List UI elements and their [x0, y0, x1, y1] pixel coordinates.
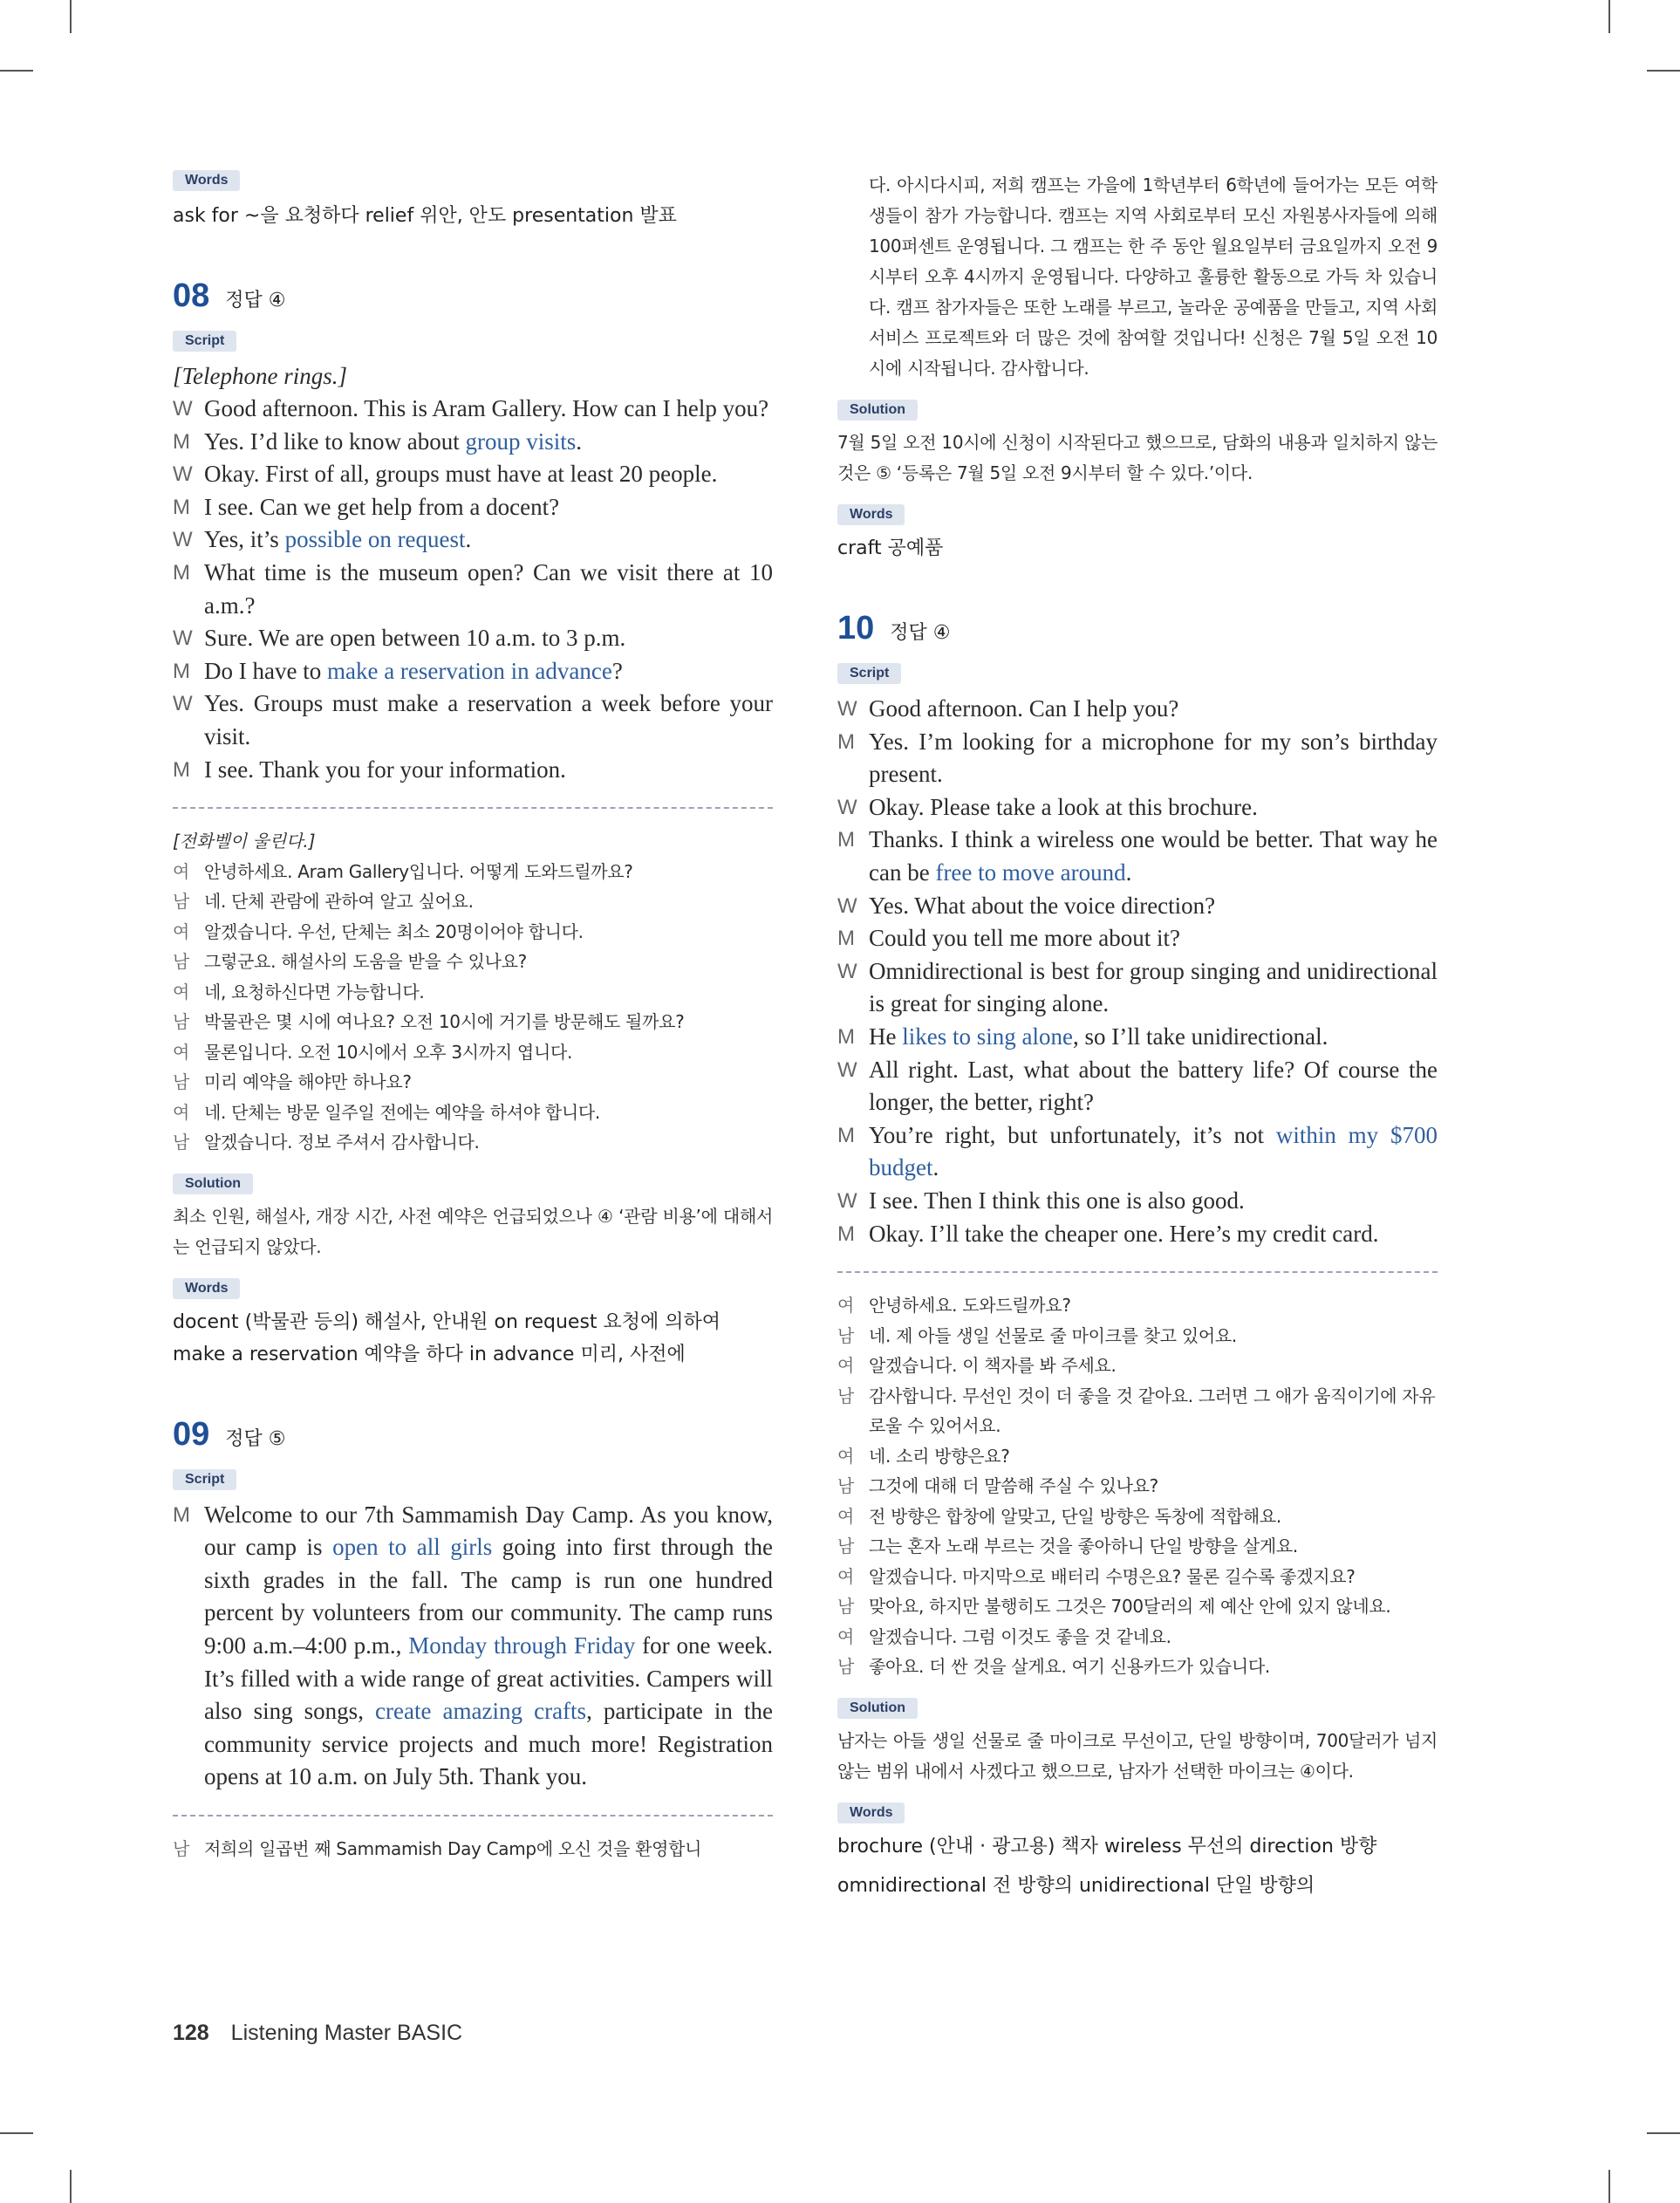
dialogue-line [173, 754, 773, 787]
translation-line [173, 857, 773, 887]
dialogue-line [173, 622, 773, 655]
translation-text: 알겠습니다. 우선, 단체는 최소 20명이어야 합니다. [204, 920, 584, 942]
q09-script [173, 1499, 773, 1794]
speaker-label: 남 [173, 1837, 190, 1859]
speaker-label: 남 [837, 1536, 855, 1557]
utterance-text: Do I have to [204, 657, 327, 684]
utterance [204, 491, 773, 524]
q08-dialogue [173, 393, 773, 786]
speaker-label: M [837, 1123, 855, 1147]
speaker-label: 남 [173, 1132, 190, 1153]
dialogue-line [173, 426, 773, 459]
speaker-label: 여 [837, 1565, 855, 1587]
utterance [204, 426, 773, 459]
question-number: 09 [173, 1415, 210, 1453]
speaker-label: W [837, 893, 857, 918]
translation-line [173, 917, 773, 948]
words-tag: Words [837, 504, 905, 525]
highlighted-phrase: possible on request [284, 526, 466, 553]
translation-text: 알겠습니다. 이 책자를 봐 주세요. [869, 1355, 1117, 1377]
monologue-text [204, 1499, 773, 1794]
highlighted-phrase: Monday through Friday [408, 1632, 636, 1659]
translation-text: 안녕하세요. 도와드릴까요? [869, 1295, 1071, 1317]
utterance-text-tail: . [576, 428, 583, 455]
left-column [173, 170, 773, 1864]
utterance [204, 754, 773, 787]
utterance [869, 693, 1438, 726]
translation-line [837, 1531, 1438, 1562]
utterance [869, 1185, 1438, 1218]
translation-text: 알겠습니다. 그럼 이것도 좋을 것 같네요. [869, 1625, 1171, 1647]
utterance [204, 655, 773, 688]
speaker-label: W [173, 462, 193, 487]
speaker-label: 여 [837, 1355, 855, 1377]
translation-text: 네. 단체 관람에 관하여 알고 싶어요. [204, 891, 474, 913]
speaker-label: 여 [173, 1101, 190, 1123]
speaker-label: 남 [173, 1071, 190, 1093]
utterance [869, 824, 1438, 889]
speaker-label: M [173, 429, 190, 454]
q09-korean-continuation: 다. 아시다시피, 저희 캠프는 가을에 1학년부터 6학년에 들어가는 모든 여학생들이 참가 가능합니다. 캠프는 지역 사회로부터 모신 자원봉사자들에 의해 100퍼센트 운영됩니다. 그 캠프는 한 주 동안 월요일부터 금요일까지 오전 9시부터 오후 4시까지 운영됩니다. 다양하고 훌륭한 활동으로 가득 차 있습니다. 캠프 참가자들은 또한 노래를 부르고, 놀라운 공예품을 만들고, 지역 사회 서비스 프로젝트와 더 많은 것에 참여할 것입니다! 신청은 7월 5일 오전 10시에 시작됩니다. 감사합니다. [869, 174, 1438, 379]
solution-tag: Solution [173, 1173, 253, 1194]
utterance [869, 1218, 1438, 1251]
translation-text: 알겠습니다. 마지막으로 배터리 수명은요? 물론 길수록 좋겠지요? [869, 1565, 1356, 1587]
highlighted-phrase: group visits [465, 428, 577, 455]
speaker-label: 여 [173, 860, 190, 882]
utterance [204, 557, 773, 622]
speaker-label: 여 [837, 1625, 855, 1647]
utterance-text: All right. Last, what about the battery life? Of course the longer, the better, right? [869, 1056, 1438, 1116]
question-10-heading [837, 610, 1438, 647]
q08-words [173, 1278, 773, 1371]
words-tag: Words [173, 170, 240, 191]
monologue-segment: Welcome to our 7th Sammamish Day Camp. As you know, our camp is [204, 1501, 773, 1561]
utterance-text: Good afternoon. Can I help you? [869, 695, 1179, 722]
dialogue-line [173, 688, 773, 753]
utterance [204, 622, 773, 655]
speaker-label: W [173, 528, 193, 552]
speaker-label: 여 [837, 1505, 855, 1527]
dialogue-line [173, 655, 773, 688]
answer-label: 정답 ⑤ [225, 1427, 286, 1450]
crop-mark [1647, 70, 1680, 72]
solution-tag: Solution [837, 400, 918, 421]
speaker-label: 남 [837, 1596, 855, 1618]
highlighted-phrase: free to move around [935, 859, 1126, 886]
translation-line [173, 1098, 773, 1128]
utterance [869, 1054, 1438, 1119]
dialogue-line [837, 890, 1438, 923]
speaker-label: 남 [837, 1475, 855, 1497]
speaker-label: 여 [837, 1295, 855, 1317]
translation-text: 네. 단체는 방문 일주일 전에는 예약을 하셔야 합니다. [204, 1101, 600, 1123]
translation-text: 물론입니다. 오전 10시에서 오후 3시까지 엽니다. [204, 1041, 573, 1063]
translation-line [173, 947, 773, 977]
q08-translation [173, 857, 773, 1158]
utterance [869, 1119, 1438, 1185]
speaker-label: 남 [837, 1385, 855, 1406]
translation-line [837, 1441, 1438, 1472]
translation-line [173, 1037, 773, 1068]
speaker-label: 여 [173, 981, 190, 1002]
translation-text: 그렇군요. 해설사의 도움을 받을 수 있나요? [204, 951, 527, 973]
utterance-text: Yes. I’d like to know about [204, 428, 466, 455]
words-line: make a reservation 예약을 하다 in advance 미리, 사전에 [173, 1343, 686, 1365]
q09-words [837, 504, 1438, 564]
highlighted-phrase: within my $700 budget [869, 1121, 1438, 1181]
monologue-segment: going into first through the sixth grades in the fall. The camp is run one hundred percent by volunteers from our community. The camp runs 9:00 a.m.–4:00 p.m., [204, 1534, 773, 1659]
speaker-label: W [173, 626, 193, 651]
solution-tag: Solution [837, 1698, 918, 1719]
script-tag: Script [173, 331, 236, 352]
translation-text: 알겠습니다. 정보 주셔서 감사합니다. [204, 1132, 480, 1153]
speaker-label: 여 [837, 1445, 855, 1467]
speaker-label: 남 [173, 1011, 190, 1033]
utterance-text: I see. Then I think this one is also good. [869, 1187, 1245, 1214]
speaker-label: W [837, 697, 857, 721]
dialogue-line [173, 491, 773, 524]
utterance [869, 890, 1438, 923]
utterance-text-tail: . [932, 1154, 939, 1181]
utterance-text-tail: . [465, 526, 472, 553]
dialogue-line [837, 726, 1438, 791]
translation-line [173, 1127, 773, 1158]
crop-mark [0, 70, 33, 72]
speaker-label: M [837, 828, 855, 852]
translation-text: 안녕하세요. Aram Gallery입니다. 어떻게 도와드릴까요? [204, 860, 633, 882]
utterance-text: Yes. What about the voice direction? [869, 892, 1216, 919]
dialogue-line [837, 1185, 1438, 1218]
speaker-label: M [173, 757, 190, 782]
speaker-label: W [837, 795, 857, 819]
words-tag: Words [837, 1803, 905, 1823]
translation-text: 박물관은 몇 시에 여나요? 오전 10시에 거기를 방문해도 될까요? [204, 1011, 685, 1033]
words-line: omnidirectional 전 방향의 unidirectional 단일 방향의 [837, 1874, 1315, 1897]
crop-mark [1647, 2132, 1680, 2134]
q10-dialogue [837, 693, 1438, 1250]
translation-line [837, 1351, 1438, 1381]
translation-text: 감사합니다. 무선인 것이 더 좋을 것 같아요. 그러면 그 애가 움직이기에 자유로울 수 있어서요. [869, 1385, 1436, 1437]
question-number: 10 [837, 610, 875, 647]
q10-words [837, 1803, 1438, 1902]
dialogue-line [837, 1054, 1438, 1119]
utterance-text: Yes. Groups must make a reservation a week before your visit. [204, 690, 773, 749]
stage-direction: [Telephone rings.] [173, 363, 348, 389]
crop-mark [1608, 0, 1610, 33]
dialogue-line [837, 1218, 1438, 1251]
crop-mark [0, 2132, 33, 2134]
translation-line [837, 1591, 1438, 1622]
translation-text: 좋아요. 더 싼 것을 살게요. 여기 신용카드가 있습니다. [869, 1656, 1270, 1678]
speaker-label: M [173, 560, 190, 585]
q08-solution [173, 1173, 773, 1262]
utterance-text: Could you tell me more about it? [869, 925, 1180, 952]
dialogue-line [837, 1119, 1438, 1185]
speaker-label: M [173, 1502, 190, 1527]
translation-line [837, 1562, 1438, 1592]
utterance-text: Thanks. I think a wireless one would be better. That way he can be [869, 826, 1438, 886]
solution-text: 최소 인원, 해설사, 개장 시간, 사전 예약은 언급되었으나 ④ ‘관람 비용’에 대해서는 언급되지 않았다. [173, 1205, 773, 1257]
translation-line [837, 1652, 1438, 1682]
question-08-heading [173, 277, 773, 315]
translation-line [173, 886, 773, 917]
crop-mark [70, 2170, 72, 2203]
utterance-text: Okay. Please take a look at this brochure. [869, 793, 1258, 820]
translation-line [837, 1622, 1438, 1652]
utterance-text: You’re right, but unfortunately, it’s not [869, 1121, 1276, 1148]
utterance-text: Omnidirectional is best for group singing and unidirectional is great for singing alone. [869, 957, 1438, 1017]
utterance-text: Sure. We are open between 10 a.m. to 3 p.m. [204, 625, 626, 652]
highlighted-phrase: open to all girls [332, 1534, 493, 1561]
speaker-label: M [837, 729, 855, 754]
crop-mark [1608, 2170, 1610, 2203]
dialogue-line [173, 523, 773, 557]
speaker-label: 남 [837, 1656, 855, 1678]
book-title: Listening Master BASIC [230, 2021, 463, 2045]
translation-text: 맞아요, 하지만 불행히도 그것은 700달러의 제 예산 안에 있지 않네요. [869, 1596, 1391, 1618]
answer-label: 정답 ④ [890, 622, 951, 644]
dashed-divider [173, 1815, 773, 1816]
speaker-label: W [837, 1188, 857, 1213]
dialogue-line [173, 393, 773, 426]
utterance [869, 791, 1438, 824]
dashed-divider [173, 807, 773, 809]
words-text: ask for ~을 요청하다 relief 위안, 안도 presentation 발표 [173, 205, 677, 227]
translation-line [837, 1381, 1438, 1441]
utterance-text-tail: ? [611, 657, 623, 684]
dialogue-line [837, 922, 1438, 955]
question-number: 08 [173, 277, 210, 314]
translation-line [173, 977, 773, 1008]
words-line: docent (박물관 등의) 해설사, 안내원 on request 요청에 의하여 [173, 1310, 721, 1333]
dialogue-line [837, 955, 1438, 1021]
solution-text: 7월 5일 오전 10시에 신청이 시작된다고 했으므로, 담화의 내용과 일치하지 않는 것은 ⑤ ‘등록은 7월 5일 오전 9시부터 할 수 있다.’이다. [837, 432, 1438, 483]
script-tag: Script [837, 663, 901, 684]
translation-text: 네. 제 아들 생일 선물로 줄 마이크를 찾고 있어요. [869, 1324, 1237, 1346]
utterance [204, 393, 773, 426]
korean-stage-direction: [전화벨이 울린다.] [173, 831, 316, 852]
utterance [869, 922, 1438, 955]
utterance-text-tail: , so I’ll take unidirectional. [1072, 1023, 1328, 1050]
speaker-label: W [173, 397, 193, 421]
monologue-segment: , participate in the community service projects and much more! Registration opens at 10 a.m. on July 5th. Thank you. [204, 1698, 773, 1790]
utterance-text: Yes. I’m looking for a microphone for my son’s birthday present. [869, 728, 1438, 788]
dialogue-line [837, 824, 1438, 889]
dialogue-line [173, 458, 773, 491]
translation-text: 미리 예약을 해야만 하나요? [204, 1071, 412, 1093]
speaker-label: 남 [173, 891, 190, 913]
translation-line [837, 1321, 1438, 1351]
translation-line [837, 1471, 1438, 1502]
page-number: 128 [173, 2021, 209, 2045]
utterance-text: Okay. First of all, groups must have at least 20 people. [204, 461, 718, 488]
words-tag: Words [173, 1278, 240, 1299]
speaker-label: 남 [837, 1324, 855, 1346]
utterance [869, 726, 1438, 791]
speaker-label: M [837, 1024, 855, 1049]
speaker-label: 여 [173, 1041, 190, 1063]
translation-text: 전 방향은 합창에 알맞고, 단일 방향은 독창에 적합해요. [869, 1505, 1281, 1527]
utterance-text: I see. Can we get help from a docent? [204, 493, 560, 520]
korean-text: 저희의 일곱번 째 Sammamish Day Camp에 오신 것을 환영합니 [204, 1837, 702, 1859]
speaker-label: 여 [173, 920, 190, 942]
top-words-section [173, 170, 773, 232]
speaker-label: M [837, 927, 855, 951]
crop-mark [70, 0, 72, 33]
speaker-label: M [837, 1221, 855, 1246]
page-footer [173, 2021, 462, 2046]
q10-solution [837, 1698, 1438, 1787]
words-line: brochure (안내 · 광고용) 책자 wireless 무선의 direction 방향 [837, 1835, 1377, 1857]
speaker-label: M [173, 495, 190, 519]
speaker-label: M [173, 659, 190, 683]
utterance-text: I see. Thank you for your information. [204, 756, 566, 783]
monologue-segment: for one week. It’s filled with a wide range of great activities. Campers will also sing songs, [204, 1632, 773, 1725]
speaker-label: W [837, 1057, 857, 1082]
translation-line [837, 1290, 1438, 1321]
q09-solution [837, 400, 1438, 489]
script-tag: Script [173, 1469, 236, 1490]
utterance [869, 1021, 1438, 1054]
highlighted-phrase: create amazing crafts [375, 1698, 587, 1725]
utterance-text: Okay. I’ll take the cheaper one. Here’s my credit card. [869, 1220, 1379, 1247]
utterance-text: Good afternoon. This is Aram Gallery. How can I help you? [204, 395, 769, 421]
dashed-divider [837, 1271, 1438, 1273]
answer-label: 정답 ④ [225, 290, 286, 311]
utterance [204, 688, 773, 753]
speaker-label: W [173, 692, 193, 716]
utterance [204, 458, 773, 491]
dialogue-line [837, 1021, 1438, 1054]
monologue [173, 1499, 773, 1794]
solution-text: 남자는 아들 생일 선물로 줄 마이크로 무선이고, 단일 방향이며, 700달러가 넘지 않는 범위 내에서 사겠다고 했으므로, 남자가 선택한 마이크는 ④이다. [837, 1729, 1438, 1782]
right-column [837, 170, 1438, 1902]
translation-text: 그것에 대해 더 말씀해 주실 수 있나요? [869, 1475, 1158, 1497]
dialogue-line [173, 557, 773, 622]
dialogue-line [837, 791, 1438, 824]
q10-translation [837, 1290, 1438, 1682]
translation-line [173, 1007, 773, 1037]
translation-text: 그는 혼자 노래 부르는 것을 좋아하니 단일 방향을 살게요. [869, 1536, 1298, 1557]
korean-monologue-start [173, 1834, 773, 1864]
question-09-heading [173, 1416, 773, 1454]
translation-line [173, 1067, 773, 1098]
translation-text: 네. 소리 방향은요? [869, 1445, 1010, 1467]
speaker-label: 남 [173, 951, 190, 973]
highlighted-phrase: make a reservation in advance [326, 657, 612, 684]
translation-line [837, 1502, 1438, 1532]
utterance-text: What time is the museum open? Can we visit there at 10 a.m.? [204, 558, 773, 619]
utterance [869, 955, 1438, 1021]
utterance-text: He [869, 1023, 903, 1050]
highlighted-phrase: likes to sing alone [902, 1023, 1073, 1050]
words-line: craft 공예품 [837, 537, 944, 559]
utterance [204, 523, 773, 557]
utterance-text-tail: . [1125, 859, 1132, 886]
utterance-text: Yes, it’s [204, 526, 285, 553]
q08-script [173, 360, 773, 786]
speaker-label: W [837, 959, 857, 983]
translation-text: 네, 요청하신다면 가능합니다. [204, 981, 425, 1002]
dialogue-line [837, 693, 1438, 726]
